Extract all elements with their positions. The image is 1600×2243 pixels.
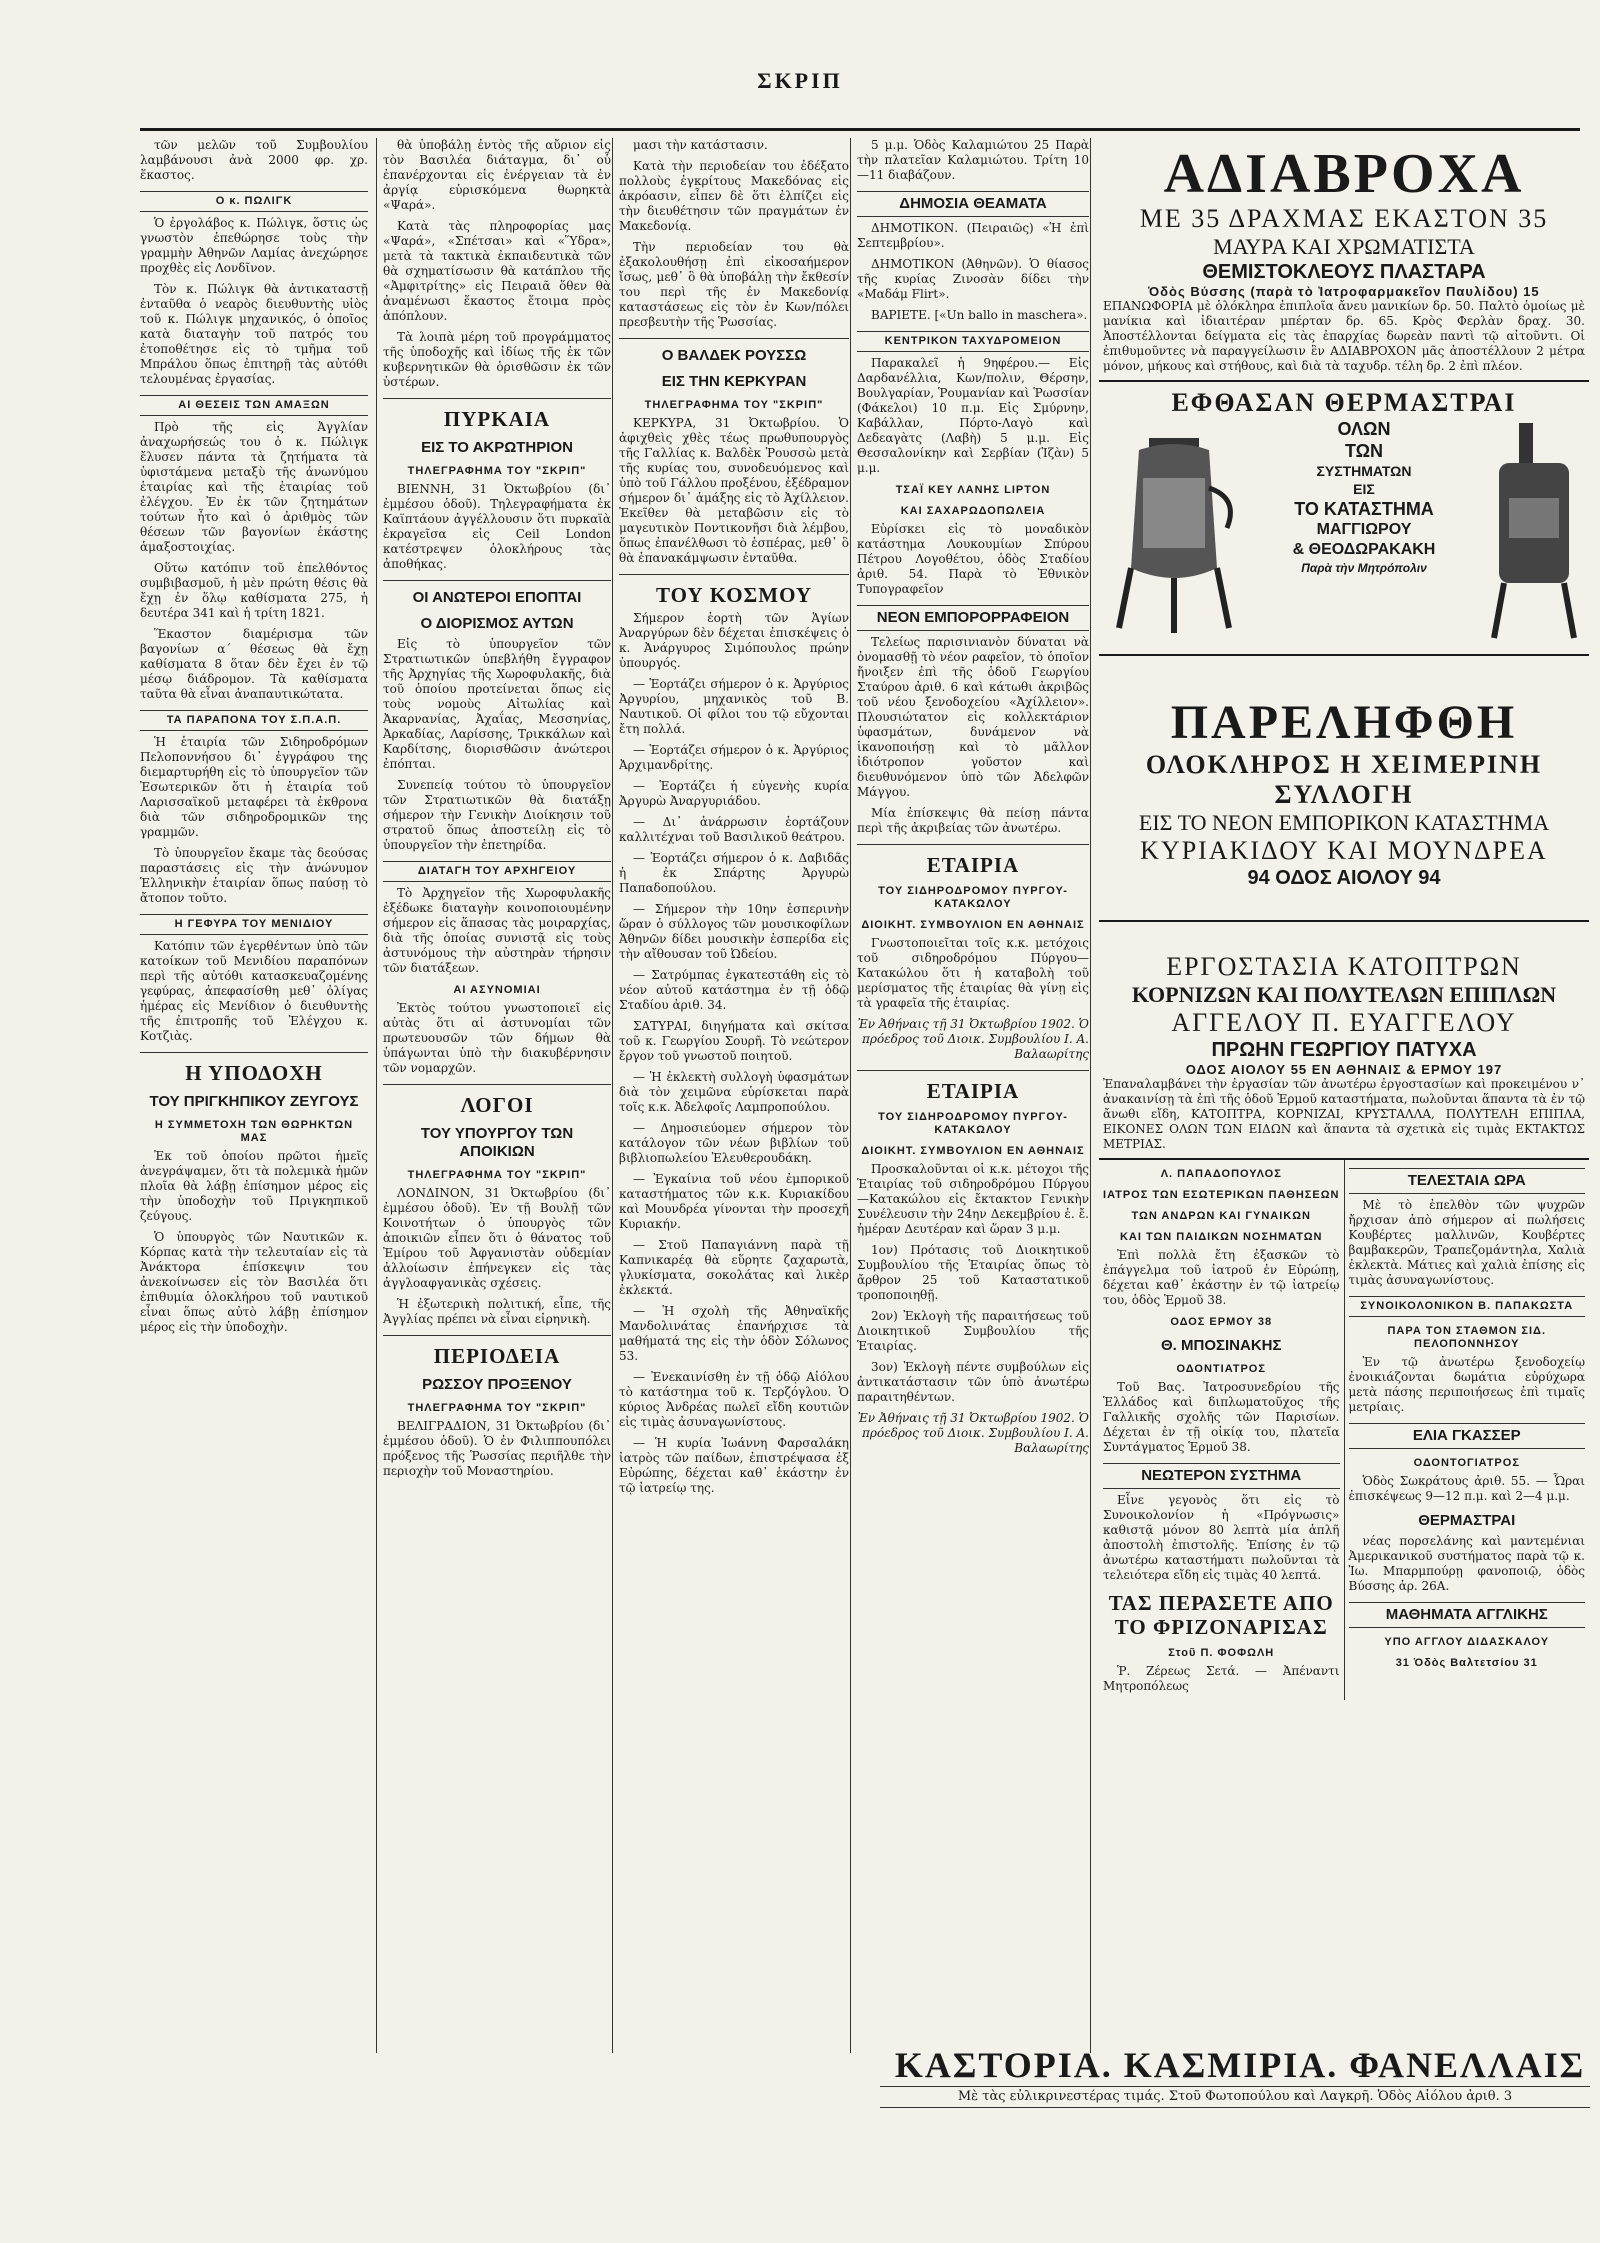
article-text: Εἰς τὸ ὑπουργεῖον τῶν Στρατιωτικῶν ὑπεβλήθη ἔγγραφον τῆς Ἀρχηγίας τῆς Χωροφυλακῆς, διὰ τοῦ ὁποίου προτείνεται ὅπως εἰς τοὺς νομοὺς Αἰτωλίας καὶ Ἀκαρνανίας, Ἀχαΐας, Μεσσηνίας, Ἀρκαδίας, Λαρίσσης, Τρικκάλων καὶ Καρδίτσης, διορισθῶσιν ἀνώτεροι ἐπόπται.	[383, 637, 611, 771]
social-item: — Δημοσιεύομεν σήμερον τὸν κατάλογον τῶν νέων βιβλίων τοῦ βιβλιοπωλείου Ἐλευθερουδάκη.	[619, 1121, 849, 1165]
divider	[619, 574, 849, 575]
article-headline: ΠΥΡΚΑΙΑ	[443, 407, 551, 431]
article-text: θὰ ὑποβάλῃ ἐντὸς τῆς αὔριον εἰς τὸν Βασιλέα διάταγμα, δι᾿ οὗ ἐπανέρχονται εἰς ἐνέργειαν τὰ ἐν ἀργίᾳ εὑρισκόμενα θωρηκτὰ «Ψαρά».	[383, 138, 611, 212]
social-item: — Στοῦ Παπαγιάννη παρὰ τῇ Καπνικαρέᾳ θὰ εὕρητε ζαχαρωτὰ, γλυκίσματα, σοκολάτας καὶ λικὲρ ἐκλεκτά.	[619, 1238, 849, 1297]
ad-line: ΜΕ 35 ΔΡΑΧΜΑΣ ΕΚΑΣΤΟΝ 35	[1139, 204, 1549, 233]
article-heading: ΔΙΑΤΑΓΗ ΤΟΥ ΑΡΧΗΓΕΙΟΥ	[383, 861, 611, 882]
article-subheadline: ΤΟΥ ΠΡΙΓΚΗΠΙΚΟΥ ΖΕΥΓΟΥΣ	[149, 1093, 359, 1110]
notice-signature: Ἐν Ἀθήναις τῇ 31 Ὀκτωβρίου 1902. Ὁ πρόεδρος τοῦ Διοικ. Συμβουλίου Ι. Α. Βαλαωρίτης	[857, 1411, 1089, 1455]
ad-address: ΟΔΟΣ ΕΡΜΟΥ 38	[1170, 1316, 1273, 1328]
divider	[383, 1335, 611, 1336]
divider	[619, 338, 849, 339]
ad-line: Παρὰ τὴν Μητρόπολιν	[1301, 561, 1427, 575]
ad-title: ΤΕΛΕΣΤΑΙΑ ΩΡΑ	[1349, 1168, 1586, 1194]
article-text: Οὕτω κατόπιν τοῦ ἐπελθόντος συμβιβασμοῦ, ἡ μὲν πρώτη θέσις θὰ ἔχῃ ἐν ὅλῳ καθίσματα 275, ἡ δευτέρα 341 καὶ ἡ τρίτη 1821.	[140, 561, 368, 620]
social-item: — Ἡ ἐκλεκτὴ συλλογὴ ὑφασμάτων διὰ τὸν χειμῶνα εὑρίσκεται παρὰ τοῖς κ.κ. Ἀδελφοῖς Λαμπροπούλου.	[619, 1070, 849, 1114]
social-item: — Σατρύμπας ἐγκατεστάθη εἰς τὸ νέον αὐτοῦ κατάστημα ἐν τῇ ὁδῷ Σταδίου ἀριθ. 34.	[619, 968, 849, 1012]
notice-kicker: ΔΙΟΙΚΗΤ. ΣΥΜΒΟΥΛΙΟΝ ΕΝ ΑΘΗΝΑΙΣ	[861, 919, 1085, 931]
social-item: — Σήμερον τὴν 10ην ἑσπερινὴν ὥραν ὁ σύλλογος τῶν μουσικοφίλων Ἀθηνῶν δίδει μουσικὴν ἑσπερίδα εἰς τὴν αἴθουσαν τοῦ Ὠδείου.	[619, 902, 849, 961]
article-headline: ΠΕΡΙΟΔΕΙΑ	[433, 1344, 561, 1368]
article-subheadline: ΤΟΥ ΥΠΟΥΡΓΟΥ ΤΩΝ ΑΠΟΙΚΙΩΝ	[420, 1125, 574, 1160]
ad-line: ΤΟ ΚΑΤΑΣΤΗΜΑ	[1294, 499, 1434, 519]
ad-mirror-factory	[1099, 922, 1589, 1160]
stove-icon	[1479, 418, 1589, 648]
masthead	[0, 0, 1600, 140]
ad-line: ΚΑΙ ΤΩΝ ΠΑΙΔΙΚΩΝ ΝΟΣΗΜΑΤΩΝ	[1119, 1231, 1323, 1243]
ad-line: ΚΥΡΙΑΚΙΔΟΥ ΚΑΙ ΜΟΥΝΔΡΕΑ	[1140, 836, 1548, 865]
article-text: Κατὰ τὰς πληροφορίας μας «Ψαρά», «Σπέτσαι» καὶ «Ὕδρα», μετὰ τὰ τακτικὰ ἐκπαιδευτικὰ τῶν θὰ σχηματίσωσιν θὰ κατάπλου τῆς «Ἀμφιτρίτης» εἰς Πειραιᾶ ὅθεν θὰ ἀναμένωσι ἕκαστος ἕτοιμα πρὸς ἀπόπλουν.	[383, 219, 611, 323]
listing-text: Παρακαλεῖ ἡ 9ηφέρου.— Εἰς Δαρδανέλλια, Κων/πολιν, Θέρσην, Βουλγαρίαν, Ῥουμανίαν καὶ Ῥωσσίαν (Φάκελοι) 10 π.μ. Εἰς Σμύρνην, Καβάλλαν, Πόρτο-Λαγὸ καὶ Δεδεαγὰτς (Λαβὴ) 5 μ.μ. Εἰς Θεσσαλονίκην καὶ Σερβίαν (Ἱζὰν) 5 μ.μ.	[857, 356, 1089, 475]
social-item: — Ἐνεκαινίσθη ἐν τῇ ὁδῷ Αἰόλου τὸ κατάστημα τοῦ κ. Τερζόγλου. Ὁ κύριος Ἀνδρέας πωλεῖ εἴδη κουτιῶν εἰς τιμὰς ἀσυναγωνίστους.	[619, 1370, 849, 1429]
article-text: Ἕκαστον διαμέρισμα τῶν βαγονίων α΄ θέσεως θὰ ἔχῃ καθίσματα 8 ὅταν δὲν ἔχει ἐν τῷ μέσῳ διάδρομον. Τὰ καθίσματα ταῦτα θὰ εἶναι ἀναπαυτικώτατα.	[140, 627, 368, 701]
notice-subheadline: ΤΟΥ ΣΙΔΗΡΟΔΡΟΜΟΥ ΠΥΡΓΟΥ-ΚΑΤΑΚΩΛΟΥ	[878, 885, 1068, 910]
article-heading: Ο κ. ΠΩΛΙΓΚ	[140, 191, 368, 212]
newspaper-title: ΣΚΡΙΠ	[757, 68, 843, 93]
ad-winter-collection	[1099, 656, 1589, 922]
ad-line: ΘΕΜΙΣΤΟΚΛΕΟΥΣ ΠΛΑΣΤΑΡΑ	[1202, 261, 1486, 283]
article-text: ΒΙΕΝΝΗ, 31 Ὀκτωβρίου (δι᾿ ἐμμέσου ὁδοῦ). Τηλεγραφήματα ἐκ Καϊπτάουν ἀγγέλλουσιν ὅτι πυρκαϊὰ ἐκραγεῖσα εἰς Ceil London κατέστρεψεν ὁλοκλήρους τὰς ἀποθήκας.	[383, 482, 611, 571]
ad-name: Θ. ΜΠΟΣΙΝΑΚΗΣ	[1161, 1337, 1282, 1354]
column-3	[612, 138, 855, 2053]
article-text: Κατὰ τὴν περιοδείαν του ἐδέξατο πολλοὺς ἐγκρίτους Μακεδόνας εἰς ἀκρόασιν, εἶπεν δὲ ὅτι ἐλπίζει εἰς τὴν διευθέτησιν τῶν πραγμάτων ἐν Μακεδονίᾳ.	[619, 159, 849, 233]
ad-title: ΠΑΡΕΛΗΦΘΗ	[1170, 696, 1518, 749]
ad-title: ΤΑΣ ΠΕΡΑΣΕΤΕ ΑΠΟ ΤΟ ΦΡΙΖΟΝΑΡΙΣΑΣ	[1108, 1591, 1334, 1639]
divider	[383, 580, 611, 581]
ad-heading: ΝΕΟΝ ΕΜΠΟΡΟΡΡΑΦΕΙΟΝ	[857, 605, 1089, 631]
article-text: Ὁ ἐργολάβος κ. Πώλιγκ, ὅστις ὡς γνωστὸν ἐπεθώρησε τοὺς τὴν γραμμὴν Ἀθηνῶν Λαμίας ἀνεχώρησε προχθὲς εἰς Λονδῖνον.	[140, 216, 368, 275]
article-heading: ΤΑ ΠΑΡΑΠΟΝΑ ΤΟΥ Σ.Π.Α.Π.	[140, 710, 368, 731]
bottom-banner-subtext: Μὲ τὰς εὐλικρινεστέρας τιμάς. Στοῦ Φωτοπούλου καὶ Λαγκρῆ. Ὁδὸς Αἰόλου ἀριθ. 3	[880, 2086, 1590, 2108]
ad-title: ΕΦΘΑΣΑΝ ΘΕΡΜΑΣΤΡΑΙ	[1171, 388, 1517, 417]
ad-title: ΕΡΓΟΣΤΑΣΙΑ ΚΑΤΟΠΤΡΩΝ	[1166, 952, 1522, 981]
social-item: — Ἡ κυρία Ἰωάννη Φαρσαλάκη ἰατρὸς τῶν παίδων, ἐπιστρέψασα ἐξ Εὐρώπης, δέχεται καθ᾿ ἑκάστην ἐν τῷ ἰατρείῳ της.	[619, 1436, 849, 1495]
section-heading: ΤΟΥ ΚΟΣΜΟΥ	[655, 583, 813, 607]
ad-line: ΠΡΩΗΝ ΓΕΩΡΓΙΟΥ ΠΑΤΥΧΑ	[1211, 1039, 1477, 1061]
ad-body: Ἐπαναλαμβάνει τὴν ἐργασίαν τῶν ἀνωτέρω ἐργοστασίων καὶ προκειμένου ν᾿ ἀνακαινίσῃ τὰ ἐπὶ τῆς ὁδοῦ Ἑρμοῦ καταστήματα, πωλοῦνται ἅπαντα τὰ ἐν τῷ ἄνωθι εἴδη, ΚΑΤΟΠΤΡΑ, ΚΟΡΝΙΖΑΙ, ΚΡΥΣΤΑΛΛΑ, ΠΟΛΥΤΕΛΗ ΕΠΙΠΛΑ, ΕΙΚΟΝΕΣ ΟΛΩΝ ΤΩΝ ΕΙΔΩΝ καὶ ἅπαντα τὰ σχετικὰ εἰς τιμὰς ΕΚΤΑΚΤΩΣ ΜΕΤΡΙΑΣ.	[1103, 1077, 1585, 1151]
ad-text: Μία ἐπίσκεψις θὰ πείσῃ πάντα περὶ τῆς ἀκριβείας τῶν ἀνωτέρω.	[857, 806, 1089, 835]
column-1	[140, 138, 374, 2053]
divider	[857, 844, 1089, 845]
article-kicker: Η ΣΥΜΜΕΤΟΧΗ ΤΩΝ ΘΩΡΗΚΤΩΝ ΜΑΣ	[154, 1119, 354, 1144]
article-headline: Ο ΒΑΛΔΕΚ ΡΟΥΣΣΩ	[661, 347, 807, 364]
article-text: Ἐκ τοῦ ὁποίου πρῶτοι ἡμεῖς ἀνεγράψαμεν, ὅτι τὰ πολεμικὰ ἡμῶν πλοῖα θὰ λάβῃ ἐπίσημον μέρος εἰς τὴν ὑποδοχὴν τοῦ Πριγκηπικοῦ ζεύγους.	[140, 1149, 368, 1223]
notice-text: 3ον) Ἐκλογὴ πέντε συμβούλων εἰς ἀντικατάστασιν τῶν ὑπὸ ἀνωτέρω παραιτηθέντων.	[857, 1360, 1089, 1404]
notice-text: 1ον) Πρότασις τοῦ Διοικητικοῦ Συμβουλίου τῆς Ἑταιρίας ὅπως τὸ ἄρθρον 25 τοῦ Καταστατικοῦ τροποποιηθῇ.	[857, 1243, 1089, 1302]
ad-subheading: ΚΑΙ ΣΑΧΑΡΩΔΟΠΩΛΕΙΑ	[900, 505, 1046, 517]
article-text: Συνεπείᾳ τούτου τὸ ὑπουργεῖον τῶν Στρατιωτικῶν θὰ διατάξῃ σήμερον τὴν Γενικὴν Διοίκησιν τοῦ στρατοῦ ὅπως ἀποστείλῃ εἰς τὸ ὑπουργεῖον τὴν ἐπετηρίδα.	[383, 778, 611, 852]
article-subheadline: ΕΙΣ ΤΟ ΑΚΡΩΤΗΡΙΟΝ	[421, 439, 573, 456]
notice-text: 2ον) Ἐκλογὴ τῆς παραιτήσεως τοῦ Διοικητικοῦ Συμβουλίου τῆς Ἑταιρίας.	[857, 1309, 1089, 1353]
social-item: — Ἑορτάζει σήμερον ὁ κ. Ἀργύριος Ἀρχιμανδρίτης.	[619, 743, 849, 772]
ad-title: ΕΛΙΑ ΓΚΑΣΣΕΡ	[1349, 1423, 1586, 1449]
listing-text: ΒΑΡΙΕΤΕ. [«Un ballo in maschera».	[871, 308, 1088, 322]
ad-line: ΤΩΝ ΑΝΔΡΩΝ ΚΑΙ ΓΥΝΑΙΚΩΝ	[1131, 1210, 1311, 1222]
ad-text: Τελείως παρισινιανὸν δύναται νὰ ὀνομασθῇ τὸ νέον ραφεῖον, τὸ ὁποῖον ἤνοιξεν ἐπὶ τῆς ὁδοῦ Γεωργίου Σταύρου ἀριθ. 6 καὶ κάτωθι ἀκριβῶς τοῦ νέου ξενοδοχείου «Ἀχίλλειον». Πλουσιώτατον εἰς κολλεκτάριον ὑφασμάτων, δυνάμενον νὰ ἱκανοποιήσῃ καὶ τὸ μᾶλλον ἰδιότροπον γοῦστον καὶ διευθυνόμενον ὑπὸ τῶν Ἀδελφῶν Μάγγου.	[857, 635, 1089, 799]
notice-subheadline: ΤΟΥ ΣΙΔΗΡΟΔΡΟΜΟΥ ΠΥΡΓΟΥ-ΚΑΤΑΚΩΛΟΥ	[878, 1111, 1068, 1136]
article-text: Τὴν περιοδείαν του θὰ ἐξακολουθήσῃ ἐπὶ εἰκοσαήμερον ἴσως, μεθ᾿ ὃ θὰ ὑποβάλῃ τὴν ἔκθεσίν του περὶ τῆς ἐν Μακεδονίᾳ καταστάσεως εἰς τὸν ἐν Κων/πόλει πρεσβευτὴν τῆς Ῥωσσίας.	[619, 240, 849, 329]
ad-address: ΟΔΟΣ ΑΙΟΛΟΥ 55 ΕΝ ΑΘΗΝΑΙΣ & ΕΡΜΟΥ 197	[1185, 1062, 1503, 1077]
column-4	[850, 138, 1095, 2053]
ad-title: ΝΕΩΤΕΡΟΝ ΣΥΣΤΗΜΑ	[1103, 1463, 1340, 1489]
article-heading: Η ΓΕΦΥΡΑ ΤΟΥ ΜΕΝΙΔΙΟΥ	[140, 914, 368, 935]
social-item: — Ἑορτάζει σήμερον ὁ κ. Δαβιδᾶς ἡ ἐκ Σπάρτης Ἀργυρὼ Παπαδοπούλου.	[619, 851, 849, 895]
section-heading: ΚΕΝΤΡΙΚΟΝ ΤΑΧΥΔΡΟΜΕΙΟΝ	[857, 331, 1089, 352]
small-ads-row-1	[1099, 1160, 1589, 1700]
article-headline: ΟΙ ΑΝΩΤΕΡΟΙ ΕΠΟΠΤΑΙ	[412, 589, 582, 606]
ad-title: ΣΥΝΟΙΚΟΛΟΝΙΚΟΝ Β. ΠΑΠΑΚΩΣΤΑ	[1349, 1296, 1586, 1317]
article-heading: ΑΙ ΑΣΥΝΟΜΙΑΙ	[453, 984, 541, 996]
ad-body: Μὲ τὸ ἐπελθὸν τῶν ψυχρῶν ἤρχισαν ἀπὸ σήμερον αἱ πωλήσεις Κουβέρτες μαλλινῶν, Κουβέρτες βαμβακερῶν, Τραπεζομάντηλα, Χαλιὰ ἐκλεκτὰ. Μάτιες καὶ χαλιὰ ἐπίσης εἰς τιμὰς ἀσυναγωνίστους.	[1348, 1198, 1585, 1287]
ad-line: & ΘΕΟΔΩΡΑΚΑΚΗ	[1292, 541, 1436, 558]
divider	[383, 398, 611, 399]
social-item: — Δι᾿ ἀνάρρωσιν ἑορτάζουν καλλιτέχναι τοῦ Βασιλικοῦ θεάτρου.	[619, 815, 849, 844]
article-text: μασι τὴν κατάστασιν.	[633, 138, 768, 152]
ad-line: ΕΙΣ ΤΟ ΝΕΟΝ ΕΜΠΟΡΙΚΟΝ ΚΑΤΑΣΤΗΜΑ	[1138, 810, 1550, 835]
article-text: ΒΕΛΙΓΡΑΔΙΟΝ, 31 Ὀκτωβρίου (δι᾿ ἐμμέσου ὁδοῦ). Ὁ ἐν Φιλιππουπόλει πρόξενος τῆς Ῥωσσίας περιῆλθε τὴν περιοχὴν τοῦ Μοναστηρίου.	[383, 1419, 611, 1478]
article-text: Τὸν κ. Πώλιγκ θὰ ἀντικαταστῇ ἐνταῦθα ὁ νεαρὸς διευθυντὴς υἱὸς τοῦ κ. Πώλιγκ μηχανικός, ὁ ὁποῖος κατὰ διαταγὴν τοῦ πατρός του ἐτοποθέτησε εἰς τὸ τμῆμα τοῦ Μπράλου ὅπως ἐπιτηρῇ τὰς αὐτόθι τελουμένας ἐργασίας.	[140, 282, 368, 386]
ad-line: 94 ΟΔΟΣ ΑΙΟΛΟΥ 94	[1247, 867, 1441, 889]
article-text: ΚΕΡΚΥΡΑ, 31 Ὀκτωβρίου. Ὁ ἀφιχθεὶς χθὲς τέως πρωθυπουργὸς τῆς Γαλλίας κ. Βαλδὲκ Ῥουσσὼ μετὰ τῆς κυρίας του, συνοδευόμενος καὶ ὑπὸ τοῦ Γάλλου προξένου, ἐξέδραμον σήμερον δι᾿ ἁμάξης εἰς τὸ Ἀχίλλειον. Ἐκεῖθεν θὰ μεταβῶσιν εἰς τὸ μαγευτικὸν Ποντικονῆσι διὰ λέμβου, ὅπως ἐπανέλθωσι τὸ ἑσπέρας, μεθ᾿ ὃ θὰ ἐπανακάμψωσιν ἐνταῦθα.	[619, 416, 849, 565]
ad-body: Εἶνε γεγονὸς ὅτι εἰς τὸ Συνοικολονίον ἡ «Πρόγνωσις» καθιστᾷ μόνον 80 λεπτὰ μία ἁπλῆ ἀποστολὴ ἐπιστολῆς. Ἐπίσης ἐν τῷ ἀνωτέρω καταστήματι πωλοῦνται τὰ τελειότερα εἴδη εἰς τιμὰς 40 λεπτά.	[1103, 1493, 1340, 1582]
divider	[857, 1070, 1089, 1071]
ad-physician	[1099, 1160, 1344, 1700]
notice-signature: Ἐν Ἀθήναις τῇ 31 Ὀκτωβρίου 1902. Ὁ πρόεδρος τοῦ Διοικ. Συμβουλίου Ι. Α. Βαλαωρίτης	[857, 1017, 1089, 1061]
social-item: ΣΑΤΥΡΑΙ, διηγήματα καὶ σκίτσα τοῦ κ. Γεωργίου Σουρῆ. Τὸ νεώτερον ἔργον τοῦ γνωστοῦ ποιητοῦ.	[619, 1019, 849, 1063]
notice-headline: ΕΤΑΙΡΙΑ	[926, 853, 1020, 877]
ad-line: ΜΑΓΓΙΩΡΟΥ	[1316, 521, 1412, 538]
social-item: Σήμερον ἑορτὴ τῶν Ἁγίων Ἀναργύρων δὲν δέχεται ἐπισκέψεις ὁ κ. Ἀνάργυρος Σιμόπουλος πρώην ὑπουργός.	[619, 611, 849, 670]
article-kicker: ΤΗΛΕΓΡΑΦΗΜΑ ΤΟΥ "ΣΚΡΙΠ"	[407, 1169, 587, 1181]
article-subheadline: ΡΩΣΣΟΥ ΠΡΟΞΕΝΟΥ	[422, 1376, 572, 1393]
ad-line: ΟΔΟΝΤΟΓΙΑΤΡΟΣ	[1413, 1457, 1520, 1469]
bottom-banner-ad: ΚΑΣΤΟΡΙΑ. ΚΑΣΜΙΡΙΑ. ΦΑΝΕΛΛΑΙΣ	[894, 2045, 1586, 2085]
article-text: Τὸ Ἀρχηγεῖον τῆς Χωροφυλακῆς ἐξέδωκε διαταγὴν κοινοποιουμένην σήμερον εἰς ἅπασας τὰς μοιραρχίας, διὰ τῆς ὁποίας συνιστᾷ εἰς τοὺς ἀστυνόμους τὴν αὐστηρὰν τήρησιν τῶν διατάξεων.	[383, 886, 611, 975]
advertisements-column	[1090, 138, 1589, 2053]
ad-title: ΘΕΡΜΑΣΤΡΑΙ	[1418, 1512, 1516, 1529]
ad-name: Λ. ΠΑΠΑΔΟΠΟΥΛΟΣ	[1160, 1168, 1282, 1180]
notice-kicker: ΔΙΟΙΚΗΤ. ΣΥΜΒΟΥΛΙΟΝ ΕΝ ΑΘΗΝΑΙΣ	[861, 1145, 1085, 1157]
article-text: Ὁ ὑπουργὸς τῶν Ναυτικῶν κ. Κόρπας κατὰ τὴν τελευταίαν εἰς τὰ Ἀνάκτορα ἐπίσκεψιν του ἀνεκοίνωσεν εἰς τὸν Βασιλέα ὅτι ἐπιθυμία ὁλοκλήρου τοῦ ναυτικοῦ εἶναι ὅπως αὐτὸ λάβῃ ἐπίσημον μέρος εἰς τὴν ὑποδοχὴν.	[140, 1230, 368, 1334]
ad-line: ΥΠΟ ΑΓΓΛΟΥ ΔΙΔΑΣΚΑΛΟΥ	[1384, 1636, 1550, 1648]
ad-body: ΕΠΑΝΩΦΟΡΙΑ μὲ ὁλόκληρα ἐπιπλοῖα ἄνευ μανικίων δρ. 50. Παλτὸ ὁμοίως μὲ μανίκια καὶ ἰδιαιτέραν μπέρταν δρ. 65. Κρὸς Φερλὰν δραχ. 30. Ἀποστέλλονται δείγματα εἰς τὰς ἐπαρχίας δωρεὰν παντὶ τῷ αἰτοῦντι. Οἱ ἐπιθυμοῦντες νὰ παραγγείλωσιν ἓν ΑΔΙΑΒΡΟΧΟΝ μᾶς ἀποστέλλουν 2 μέτρα μόνον, μήκους καὶ στήθους, καὶ διὰ τὰ ταχυδρ. τέλη δρ. 2 ἐπὶ πλέον.	[1103, 299, 1585, 373]
article-kicker: ΤΗΛΕΓΡΑΦΗΜΑ ΤΟΥ "ΣΚΡΙΠ"	[407, 1402, 587, 1414]
social-item: — Ἑορτάζει σήμερον ὁ κ. Ἀργύριος Ἀργυρίου, μηχανικὸς τοῦ Β. Ναυτικοῦ. Οἱ φίλοι του τῷ εὔχονται ἔτη πολλά.	[619, 677, 849, 736]
article-text: Τὸ ὑπουργεῖον ἔκαμε τὰς δεούσας παραστάσεις εἰς τὴν ἀνώνυμον Ἑλληνικὴν ἑταιρίαν ὅπως παύσῃ τὸ ἄτοπον τοῦτο.	[140, 846, 368, 905]
ad-misc	[1344, 1160, 1590, 1700]
article-headline: Η ΥΠΟΔΟΧΗ	[185, 1061, 323, 1085]
article-text: Πρὸ τῆς εἰς Ἀγγλίαν ἀναχωρήσεώς του ὁ κ. Πώλιγκ ἔλυσεν πάντα τὰ ζητήματα τὰ ὑφιστάμενα μεταξὺ τῆς ἀνωνύμου ἑταιρίας καὶ τῆς ἑταιρίας τοῦ ἐλέγχου. Ἐν ἐκ τῶν ζητημάτων τούτων ἦτο καὶ ὁ ἀριθμὸς τῶν θέσεων τῶν βαγονίων ἑκάστης ἁμαξοστοιχίας.	[140, 420, 368, 554]
article-subheadline: Ο ΔΙΟΡΙΣΜΟΣ ΑΥΤΩΝ	[420, 615, 574, 632]
ad-text: Εὑρίσκει εἰς τὸ μοναδικὸν κατάστημα Λουκουμίων Σπύρου Πέτρου Λογοθέτου, ὁδὸς Σταδίου ἀριθ. 54. Παρὰ τὸ Ἐθνικὸν Τυπογραφεῖον	[857, 522, 1089, 596]
ad-title: ΜΑΘΗΜΑΤΑ ΑΓΓΛΙΚΗΣ	[1349, 1602, 1586, 1628]
ad-address: 31 Ὁδὸς Βαλτετσίου 31	[1395, 1657, 1538, 1669]
samovar-icon	[1099, 418, 1249, 648]
ad-heading: ΤΣΑΪ ΚΕΥ ΛΑΝΗΣ LIPTON	[895, 484, 1051, 496]
article-text: Ἡ ἐξωτερικὴ πολιτική, εἶπε, τῆς Ἀγγλίας πρέπει νὰ εἶναι εἰρηνικὴ.	[383, 1297, 611, 1326]
column-2	[376, 138, 617, 2053]
ad-body: νέας πορσελάνης καὶ μαντεμένιαι Ἀμερικανικοῦ συστήματος παρὰ τῷ κ. Ἰω. Μπαρμπούρῃ φανοποιῷ, ὁδὸς Βύσσης ἀρ. 26Α.	[1348, 1534, 1585, 1593]
divider	[140, 1052, 368, 1053]
article-text: Τὰ λοιπὰ μέρη τοῦ προγράμματος τῆς ὑποδοχῆς καὶ ἰδίως τῆς ἐκ τῶν κυβερνητικῶν θὰ ὁρισθῶσιν ἐκ τῶν ὑστέρων.	[383, 330, 611, 389]
ad-line: ΜΑΥΡΑ ΚΑΙ ΧΡΩΜΑΤΙΣΤΑ	[1213, 234, 1475, 259]
article-heading: ΑΙ ΘΕΣΕΙΣ ΤΩΝ ΑΜΑΞΩΝ	[140, 395, 368, 416]
section-heading: ΔΗΜΟΣΙΑ ΘΕΑΜΑΤΑ	[857, 191, 1089, 217]
ad-line: ΚΟΡΝΙΖΩΝ ΚΑΙ ΠΟΛΥΤΕΛΩΝ ΕΠΙΠΛΩΝ	[1131, 982, 1557, 1007]
social-item: — Ἡ σχολὴ τῆς Ἀθηναϊκῆς Μανδολινάτας ἐπανήρχισε τὰ μαθήματά της εἰς τὴν ὁδὸν Σόλωνος 53.	[619, 1304, 849, 1363]
divider	[383, 1084, 611, 1085]
ad-body: Ὁδὸς Σωκράτους ἀριθ. 55. — Ὧραι ἐπισκέψεως 9—12 π.μ. καὶ 2—4 μ.μ.	[1348, 1474, 1585, 1503]
ad-line: ΑΓΓΕΛΟΥ Π. ΕΥΑΓΓΕΛΟΥ	[1171, 1008, 1517, 1037]
article-text: Κατόπιν τῶν ἐγερθέντων ὑπὸ τῶν κατοίκων τοῦ Μενιδίου παραπόνων περὶ τῆς αὐτόθι κατασκευαζομένης γεφύρας, ἀπεφασίσθη μεθ᾿ ὀλίγας ἡμέρας εἰς Μενίδιον ὁ διευθυντὴς τῆς ἐπιτροπῆς τοῦ Ἐλέγχου κ. Κοτζιὰς.	[140, 939, 368, 1043]
article-text: Ἡ ἑταιρία τῶν Σιδηροδρόμων Πελοποννήσου δι᾿ ἐγγράφου της διεμαρτυρήθη εἰς τὸ ὑπουργεῖον τῶν Ἐσωτερικῶν ὅτι ἡ ἑταιρία τοῦ Λαρισσαϊκοῦ μεταφέρει τὰ ἐκθρονα διὰ τῶν σιδηροδρομικῶν της γραμμῶν.	[140, 735, 368, 839]
ad-line: ΣΥΣΤΗΜΑΤΩΝ	[1316, 463, 1412, 479]
article-subheadline: ΕΙΣ ΤΗΝ ΚΕΡΚΥΡΑΝ	[661, 373, 807, 390]
listing-text: ΔΗΜΟΤΙΚΟΝ (Ἀθηνῶν). Ὁ θίασος τῆς κυρίας Ζινοσὰν δίδει τὴν «Μαδάμ Flirt».	[857, 257, 1089, 301]
ad-line: ΟΛΟΚΛΗΡΟΣ Η ΧΕΙΜΕΡΙΝΗ ΣΥΛΛΟΓΗ	[1145, 750, 1543, 809]
listing-text: ΔΗΜΟΤΙΚΟΝ. (Πειραιῶς) «Ἡ ἐπὶ Σεπτεμβρίου».	[857, 221, 1089, 250]
article-text: Ἐκτὸς τούτου γνωστοποιεῖ εἰς αὐτὰς ὅτι αἱ ἀστυνομίαι τῶν πρωτευουσῶν τῶν δήμων θὰ ὑπάγωνται ὑπὸ τὴν διακυβέρνησιν τῶν νομαρχῶν.	[383, 1001, 611, 1075]
ad-body: Ῥ. Ζέρεως Σετά. — Ἀπέναντι Μητροπόλεως	[1103, 1664, 1340, 1693]
ad-stoves	[1099, 382, 1589, 656]
notice-headline: ΕΤΑΙΡΙΑ	[926, 1079, 1020, 1103]
article-kicker: ΤΗΛΕΓΡΑΦΗΜΑ ΤΟΥ "ΣΚΡΙΠ"	[407, 465, 587, 477]
article-text: ΛΟΝΔΙΝΟΝ, 31 Ὀκτωβρίου (δι᾿ ἐμμέσου ὁδοῦ). Ἐν τῇ Βουλῇ τῶν Κοινοτήτων ὁ ὑπουργὸς τῶν ἀποικιῶν εἶπεν ὅτι ὁ θάνατος τοῦ Ἐμίρου τοῦ Ἀφγανιστὰν οὐδεμίαν ἀλλοίωσιν ἐπήνεγκεν εἰς τὰς ἀγγλοαφγανικὰς σχέσεις.	[383, 1186, 611, 1290]
ad-raincoats	[1099, 138, 1589, 382]
ad-body: Ἐν τῷ ἀνωτέρω ξενοδοχείῳ ἐνοικιάζονται δωμάτια εὐρύχωρα μετὰ πάσης περιποιήσεως ἐπὶ τιμαῖς μετρίαις.	[1348, 1355, 1585, 1414]
ad-title: ΟΔΟΝΤΙΑΤΡΟΣ	[1176, 1363, 1266, 1375]
ad-body: Ἐπὶ πολλὰ ἔτη ἐξασκῶν τὸ ἐπάγγελμα τοῦ ἰατροῦ ἐν Εὐρώπῃ, δέχεται καθ᾿ ἑκάστην ἐν τῷ ἰατρείῳ του, ὁδὸς Ἑρμοῦ 38.	[1103, 1248, 1340, 1307]
notice-text: Προσκαλοῦνται οἱ κ.κ. μέτοχοι τῆς Ἑταιρίας τοῦ σιδηροδρόμου Πύργου—Κατακώλου εἰς ἔκτακτον Γενικὴν Συνέλευσιν τὴν 24ην Δεκεμβρίου ἐ. ἔ. ἡμέραν Δευτέραν καὶ ὥραν 3 μ.μ.	[857, 1162, 1089, 1236]
article-text: τῶν μελῶν τοῦ Συμβουλίου λαμβάνουσι ἀνὰ 2000 φρ. χρ. ἕκαστος.	[140, 138, 368, 182]
masthead-rule	[140, 128, 1580, 131]
ad-address: Ὁδὸς Βύσσης (παρὰ τὸ Ἰατροφαρμακεῖον Παυλίδου) 15	[1148, 284, 1540, 299]
article-kicker: ΤΗΛΕΓΡΑΦΗΜΑ ΤΟΥ "ΣΚΡΙΠ"	[644, 399, 824, 411]
social-item: — Ἑορτάζει ἡ εὐγενὴς κυρία Ἀργυρὼ Ἀναργυριάδου.	[619, 779, 849, 808]
ad-line: ΤΩΝ	[1344, 441, 1384, 461]
ad-title: ΑΔΙΑΒΡΟΧΑ	[1163, 143, 1525, 205]
ad-title: ΙΑΤΡΟΣ ΤΩΝ ΕΣΩΤΕΡΙΚΩΝ ΠΑΘΗΣΕΩΝ	[1103, 1189, 1340, 1201]
ad-name: Στοῦ Π. ΦΟΦΩΛΗ	[1168, 1647, 1275, 1659]
ad-line: ΟΛΩΝ	[1337, 419, 1391, 439]
article-text: 5 μ.μ. Ὁδὸς Καλαμιώτου 25 Παρὰ τὴν πλατεῖαν Καλαμιώτου. Τρίτη 10—11 διαβάζουν.	[857, 138, 1089, 182]
social-item: — Ἐγκαίνια τοῦ νέου ἐμπορικοῦ καταστήματος τῶν κ.κ. Κυριακίδου καὶ Μουνδρέα γίνονται τὴν προσεχῆ Κυριακήν.	[619, 1172, 849, 1231]
article-headline: ΛΟΓΟΙ	[460, 1093, 534, 1117]
ad-line: ΕΙΣ	[1353, 481, 1375, 497]
ad-body: Τοῦ Βας. Ἰατροσυνεδρίου τῆς Ἑλλάδος καὶ διπλωματοῦχος τῆς Γαλλικῆς σχολῆς τῶν Παρισίων. Δέχεται ἐν τῇ οἰκίᾳ του, πλατεῖα Συντάγματος Ἑρμοῦ 38.	[1103, 1380, 1340, 1454]
ad-line: ΠΑΡΑ ΤΟΝ ΣΤΑΘΜΟΝ ΣΙΔ. ΠΕΛΟΠΟΝΝΗΣΟΥ	[1387, 1325, 1547, 1350]
notice-text: Γνωστοποιεῖται τοῖς κ.κ. μετόχοις τοῦ σιδηροδρόμου Πύργου—Κατακώλου ὅτι ἡ καταβολὴ τοῦ μερίσματος τῆς ἑταιρίας θὰ γίνῃ εἰς τὰ γραφεῖα τῆς ἑταιρίας.	[857, 936, 1089, 1010]
